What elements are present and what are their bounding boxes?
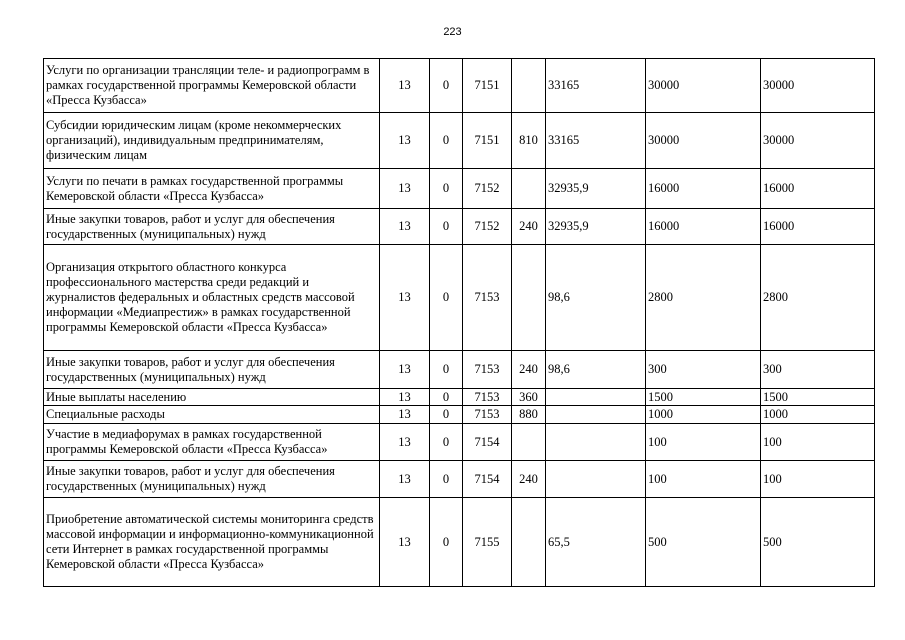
amount-col1 [546,406,646,424]
amount-col1: 65,5 [546,498,646,587]
amount-col3: 100 [761,461,875,498]
section-code: 13 [380,406,430,424]
amount-col3: 1000 [761,406,875,424]
expense-type-code: 360 [512,389,546,406]
amount-col1: 32935,9 [546,169,646,209]
table-row [44,498,875,587]
expense-type-code: 880 [512,406,546,424]
subsection-code: 0 [430,209,463,245]
subsection-code: 0 [430,59,463,113]
amount-col3: 16000 [761,209,875,245]
row-description: Иные выплаты населению [44,389,380,406]
amount-col2: 100 [646,461,761,498]
amount-col2: 100 [646,424,761,461]
amount-col3: 16000 [761,169,875,209]
table-row [44,169,875,209]
article-code: 7153 [463,245,512,351]
section-code: 13 [380,59,430,113]
section-code: 13 [380,498,430,587]
section-code: 13 [380,169,430,209]
amount-col1 [546,389,646,406]
expense-type-code [512,59,546,113]
table-row [44,406,875,424]
subsection-code: 0 [430,169,463,209]
article-code: 7155 [463,498,512,587]
section-code: 13 [380,245,430,351]
article-code: 7153 [463,389,512,406]
row-description: Иные закупки товаров, работ и услуг для обеспечения государственных (муниципальных) нужд [44,351,380,389]
row-description: Услуги по организации трансляции теле- и радиопрограмм в рамках государственной программы Кемеровской области «Пресса Кузбасса» [44,59,380,113]
article-code: 7152 [463,169,512,209]
expense-type-code [512,424,546,461]
row-description: Иные закупки товаров, работ и услуг для обеспечения государственных (муниципальных) нужд [44,209,380,245]
article-code: 7152 [463,209,512,245]
subsection-code: 0 [430,424,463,461]
table-row [44,113,875,169]
amount-col3: 30000 [761,113,875,169]
row-description: Иные закупки товаров, работ и услуг для обеспечения государственных (муниципальных) нужд [44,461,380,498]
amount-col1 [546,461,646,498]
section-code: 13 [380,209,430,245]
table-row [44,245,875,351]
amount-col1: 33165 [546,113,646,169]
amount-col3: 2800 [761,245,875,351]
table-row [44,389,875,406]
amount-col3: 100 [761,424,875,461]
table-row [44,424,875,461]
amount-col1 [546,424,646,461]
amount-col3: 30000 [761,59,875,113]
amount-col2: 2800 [646,245,761,351]
amount-col2: 30000 [646,113,761,169]
amount-col2: 16000 [646,169,761,209]
row-description: Субсидии юридическим лицам (кроме некоммерческих организаций), индивидуальным предпринимателям, физическим лицам [44,113,380,169]
subsection-code: 0 [430,245,463,351]
expense-type-code: 240 [512,209,546,245]
expense-type-code [512,169,546,209]
page-number: 223 [443,26,462,38]
subsection-code: 0 [430,498,463,587]
subsection-code: 0 [430,389,463,406]
amount-col2: 30000 [646,59,761,113]
subsection-code: 0 [430,113,463,169]
amount-col1: 98,6 [546,245,646,351]
table-row [44,461,875,498]
row-description: Услуги по печати в рамках государственной программы Кемеровской области «Пресса Кузбасса» [44,169,380,209]
row-description: Участие в медиафорумах в рамках государственной программы Кемеровской области «Пресса Кузбасса» [44,424,380,461]
article-code: 7154 [463,424,512,461]
amount-col2: 500 [646,498,761,587]
row-description: Приобретение автоматической системы мониторинга средств массовой информации и информационно-коммуникационной сети Интернет в рамках государственной программы Кемеровской области «Пресса Кузбасса» [44,498,380,587]
expense-type-code [512,498,546,587]
table-row [44,59,875,113]
amount-col2: 300 [646,351,761,389]
article-code: 7151 [463,59,512,113]
amount-col3: 1500 [761,389,875,406]
section-code: 13 [380,351,430,389]
amount-col1: 33165 [546,59,646,113]
subsection-code: 0 [430,461,463,498]
amount-col3: 300 [761,351,875,389]
section-code: 13 [380,424,430,461]
expense-type-code: 810 [512,113,546,169]
amount-col1: 32935,9 [546,209,646,245]
subsection-code: 0 [430,351,463,389]
row-description: Организация открытого областного конкурса профессионального мастерства среди редакций и журналистов федеральных и областных средств массовой информации «Медиапрестиж» в рамках государственной программы Кемеровской области «Пресса Кузбасса» [44,245,380,351]
article-code: 7153 [463,406,512,424]
amount-col3: 500 [761,498,875,587]
article-code: 7153 [463,351,512,389]
subsection-code: 0 [430,406,463,424]
article-code: 7151 [463,113,512,169]
row-description: Специальные расходы [44,406,380,424]
section-code: 13 [380,389,430,406]
expense-type-code: 240 [512,461,546,498]
amount-col1: 98,6 [546,351,646,389]
table-row [44,209,875,245]
expense-type-code [512,245,546,351]
budget-table [43,58,875,587]
section-code: 13 [380,113,430,169]
expense-type-code: 240 [512,351,546,389]
section-code: 13 [380,461,430,498]
amount-col2: 16000 [646,209,761,245]
amount-col2: 1000 [646,406,761,424]
table-row [44,351,875,389]
article-code: 7154 [463,461,512,498]
amount-col2: 1500 [646,389,761,406]
